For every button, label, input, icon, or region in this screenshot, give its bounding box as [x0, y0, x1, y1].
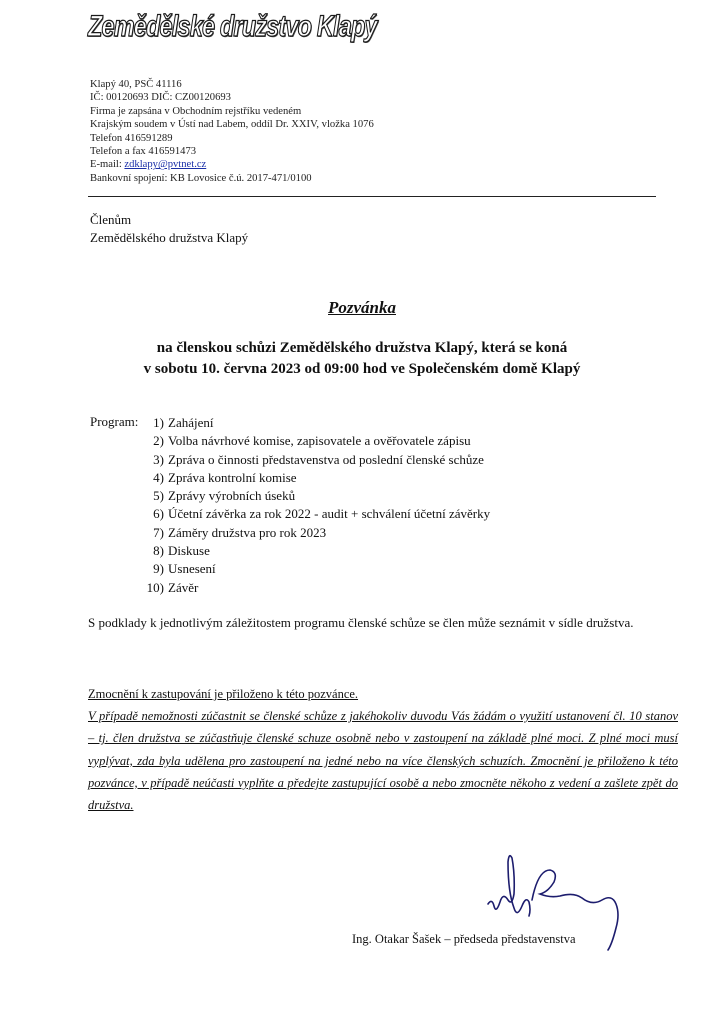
bank-details: Bankovní spojení: KB Lovosice č.ú. 2017-471/0100: [90, 172, 312, 184]
announcement-line-2: v sobotu 10. června 2023 od 09:00 hod ve Společenském domě Klapý: [143, 361, 581, 377]
program-item: 5) Zprávy výrobních úseků: [153, 488, 296, 504]
email-link[interactable]: zdklapy@pvtnet.cz: [124, 159, 207, 171]
program-item: 7) Záměry družstva pro rok 2023: [153, 524, 327, 540]
authorization-heading: Zmocnění k zastupování je přiloženo k této pozvánce.: [88, 687, 359, 701]
letterhead-block: [90, 78, 650, 185]
phone-fax: Telefon a fax 416591473: [90, 146, 197, 158]
program-item: 8) Diskuse: [153, 543, 210, 559]
materials-notice: S podklady k jednotlivým záležitostem programu členské schůze se člen může seznámit v sídle družstva.: [88, 615, 634, 630]
program-item: 1) Zahájení: [153, 415, 214, 430]
registry-line-2: Krajským soudem v Ústí nad Labem, oddíl Dr. XXIV, vložka 1076: [90, 119, 374, 131]
program-label: Program:: [90, 414, 139, 429]
authorization-body: V případě nemožnosti zúčastnit se členské schůze z jakéhokoliv duvodu Vás žádám o využití ustanovení čl. 10 stanov – tj. člen družstva se zúčastňuje členské schuze osobně nebo v zastoupení na základě plné moci. Z plné moci musí vyplývat, zda byla udělena pro zastoupení na jedné nebo na více členských schuzích. Zmocnění je přiloženo k této pozvánce, v případě neúčasti vyplňte a předejte zastupující osobě a nebo zmocněte někoho z vedení a zašlete zpět do družstva.: [88, 709, 678, 813]
letterhead-divider: [88, 196, 656, 197]
recipient-line-1: Členům: [90, 212, 132, 227]
recipient-line-2: Zemědělského družstva Klapý: [90, 230, 249, 245]
company-ids: IČ: 00120693 DIČ: CZ00120693: [90, 92, 231, 104]
document-title: Pozvánka: [328, 298, 396, 317]
program-item: 6) Účetní závěrka za rok 2022 - audit + schválení účetní závěrky: [153, 506, 491, 522]
authorization-section: [88, 683, 678, 816]
program-item: 2) Volba návrhové komise, zapisovatele a ověřovatele zápisu: [153, 433, 471, 449]
program-item: 10) Závěr: [146, 579, 199, 595]
program-item: 3) Zpráva o činnosti představenstva od poslední členské schůze: [153, 451, 484, 467]
email-line: [90, 158, 650, 171]
meeting-announcement: [0, 338, 724, 380]
program-list: [140, 414, 490, 597]
email-label: E-mail:: [90, 159, 125, 171]
phone: Telefon 416591289: [90, 132, 173, 144]
registry-line-1: Firma je zapsána v Obchodním rejstříku vedeném: [90, 105, 302, 117]
signer-name: Ing. Otakar Šašek – předseda představenstva: [352, 932, 576, 946]
recipient-block: [90, 211, 248, 247]
announcement-line-1: na členskou schůzi Zemědělského družstva Klapý, která se koná: [156, 340, 568, 356]
company-logo: Zemědělské družstvo Klapý: [88, 10, 377, 43]
program-item: 4) Zpráva kontrolní komise: [153, 469, 297, 485]
company-address: Klapý 40, PSČ 41116: [90, 79, 182, 90]
program-item: 9) Usnesení: [153, 561, 216, 577]
